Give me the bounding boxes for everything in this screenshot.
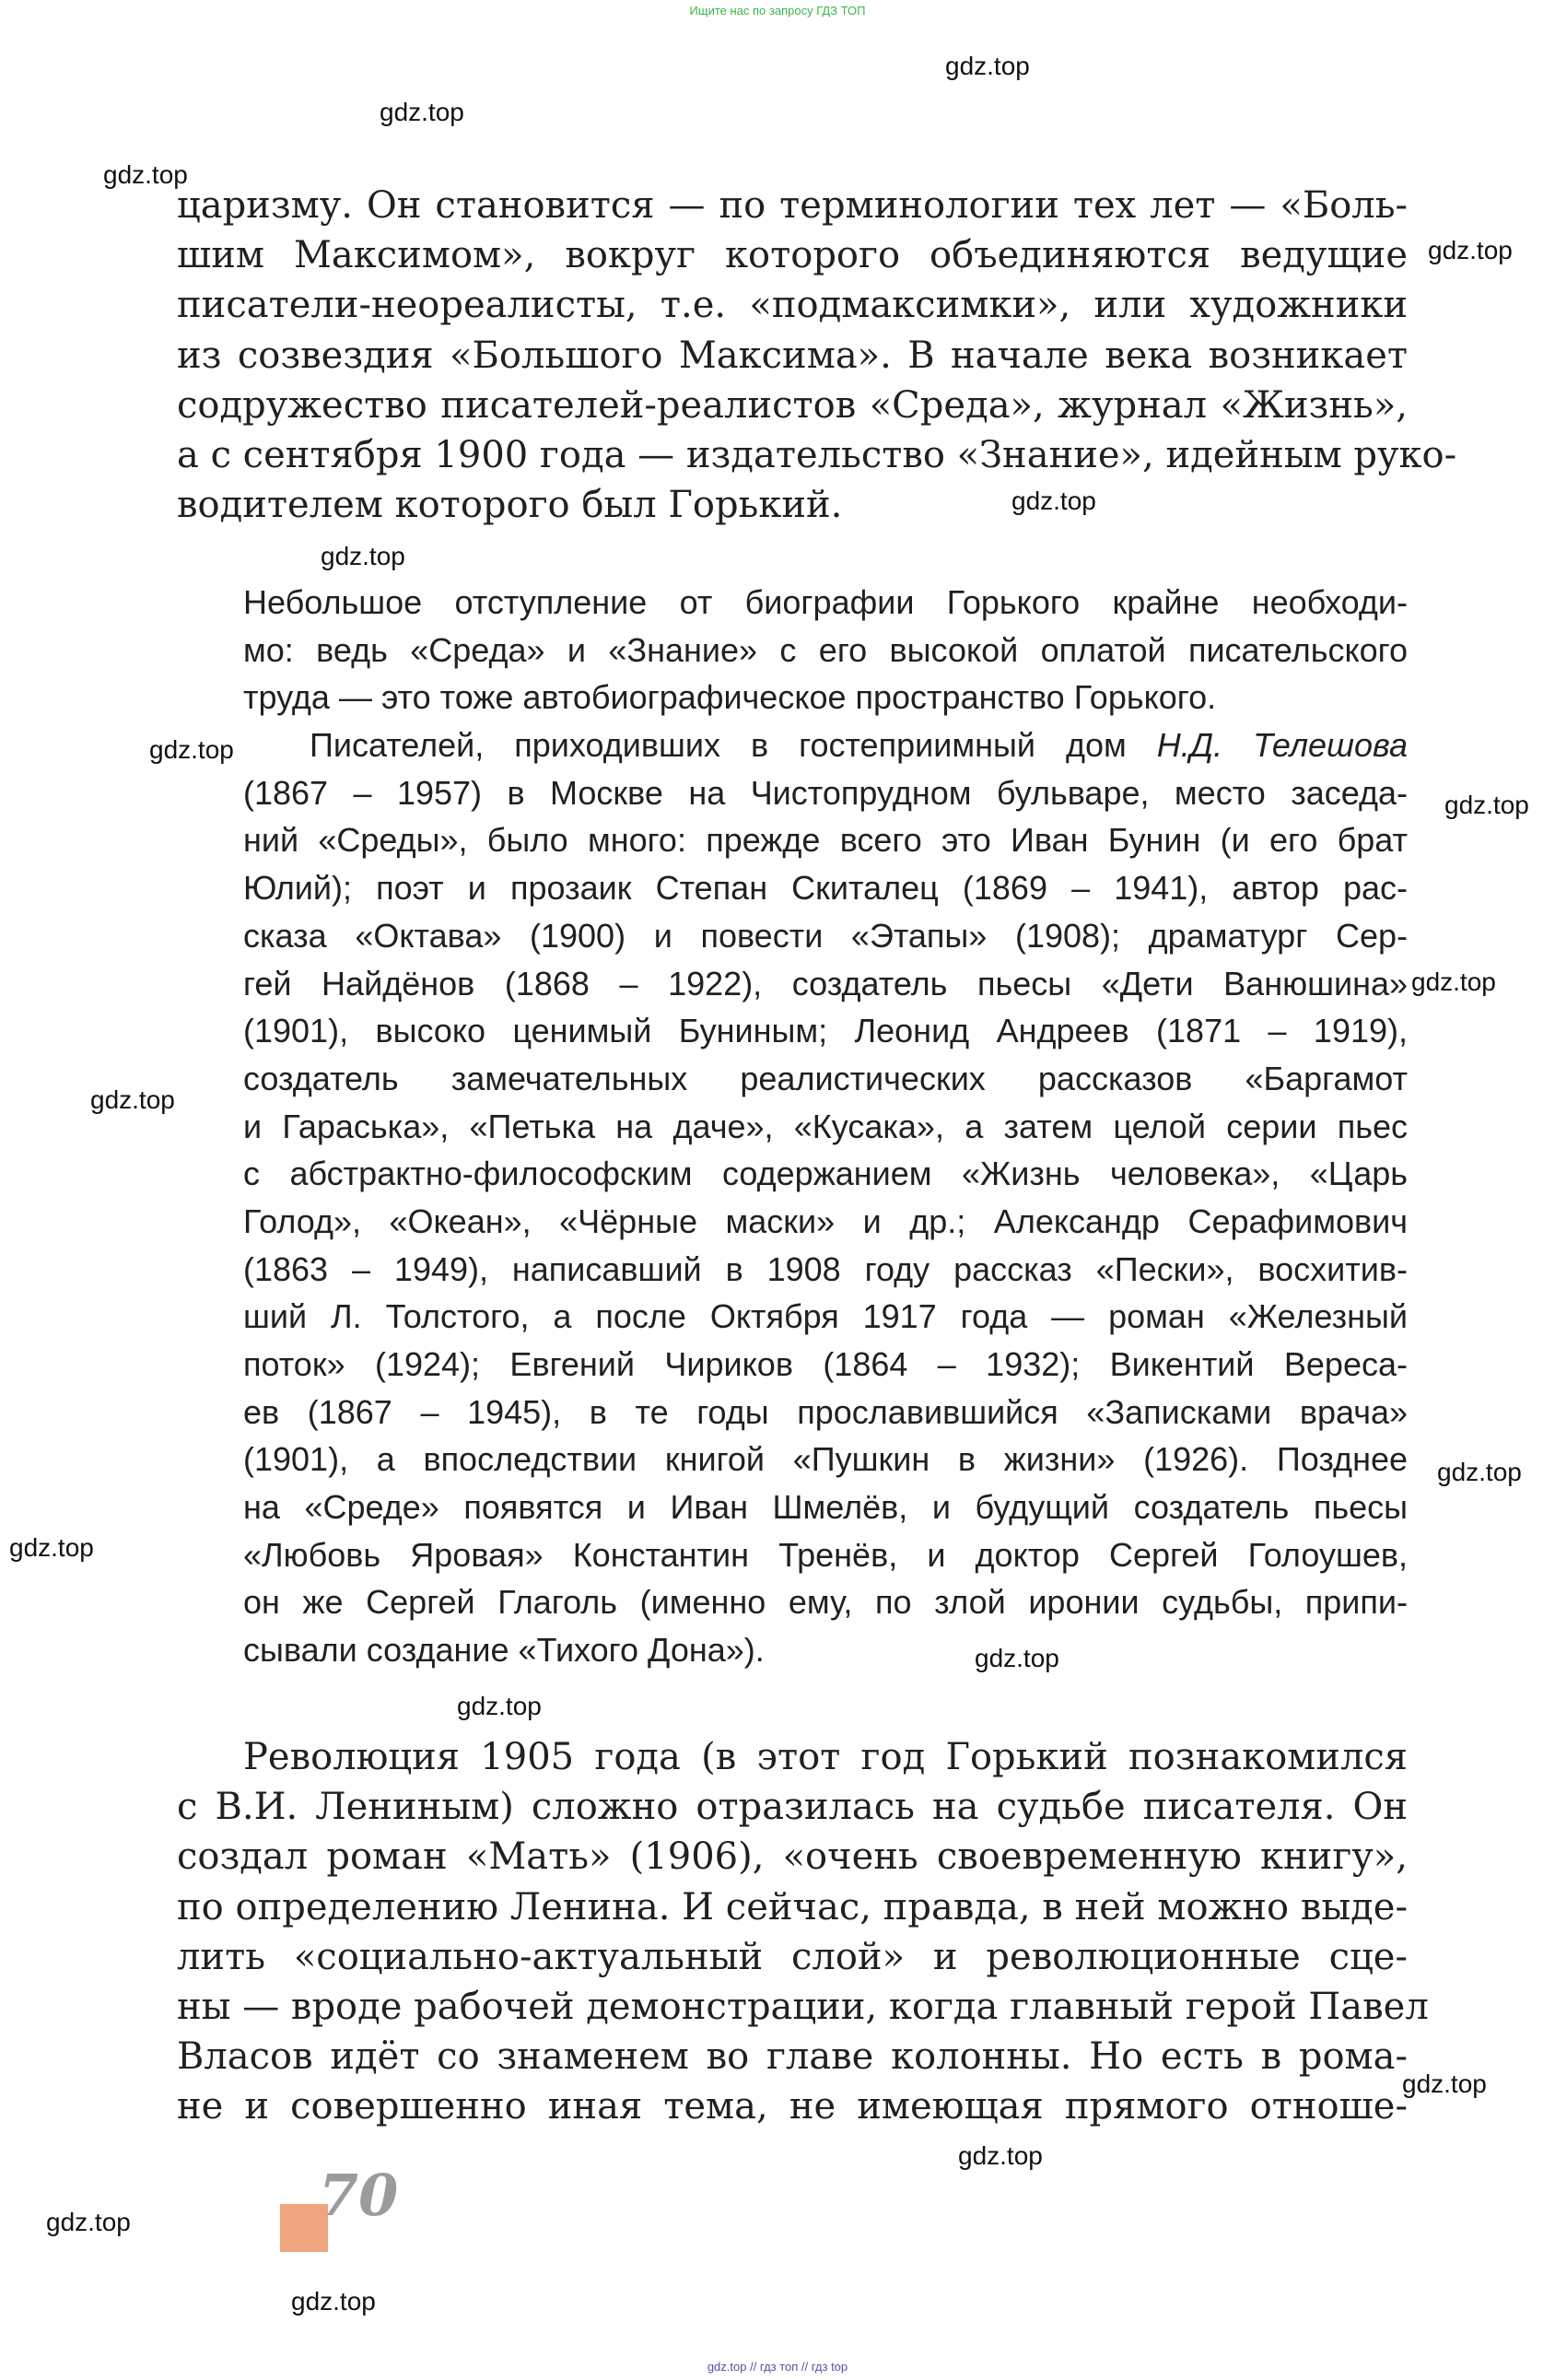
text-line: водителем которого был Горький.	[177, 484, 843, 527]
text-line: Власов идёт со знаменем во главе колонны. Но есть в рома-	[177, 2035, 1408, 2079]
text-line: поток» (1924); Евгений Чириков (1864 – 1932); Викентий Вереса-	[243, 1345, 1408, 1383]
search-hint-link[interactable]: Ищите нас по запросу ГДЗ ТОП	[689, 4, 866, 18]
watermark: gdz.top	[149, 735, 234, 764]
text-line: сказа «Октава» (1900) и повести «Этапы» (1908); драматург Сер-	[243, 916, 1408, 955]
text-line: ны — вроде рабочей демонстрации, когда главный герой Павел	[177, 1985, 1429, 2028]
text-line: он же Сергей Глаголь (именно ему, по злой иронии судьбы, припи-	[243, 1583, 1408, 1622]
paragraph-1	[177, 181, 1457, 530]
text-line	[243, 721, 1408, 769]
text-line: «Любовь Яровая» Константин Тренёв, и доктор Сергей Голоушев,	[243, 1535, 1408, 1574]
text-line: (1863 – 1949), написавший в 1908 году рассказ «Пески», восхитив-	[243, 1249, 1408, 1288]
watermark: gdz.top	[945, 52, 1030, 80]
paragraph-2	[177, 1732, 1429, 2132]
watermark: gdz.top	[1428, 236, 1513, 264]
footer-links[interactable]: gdz.top // гдз топ // гдз top	[707, 2360, 848, 2374]
text-line: создатель замечательных реалистических рассказов «Баргамот	[243, 1059, 1408, 1097]
sidebar-digression	[243, 579, 1408, 1674]
watermark: gdz.top	[1444, 791, 1529, 819]
text-line: на «Среде» появятся и Иван Шмелёв, и будущий создатель пьесы	[243, 1488, 1408, 1527]
watermark: gdz.top	[380, 98, 464, 126]
text-line: Небольшое отступление от биографии Горького крайне необходи-	[243, 583, 1408, 621]
text-line: труда — это тоже автобиографическое пространство Горького.	[243, 678, 1217, 717]
text-run: Писателей, приходивших в гостеприимный дом	[310, 726, 1157, 765]
text-line: (1901), а впоследствии книгой «Пушкин в жизни» (1926). Позднее	[243, 1440, 1408, 1479]
text-line: создал роман «Мать» (1906), «очень своевременную книгу»,	[177, 1835, 1408, 1879]
text-line: сывали создание «Тихого Дона»).	[243, 1631, 765, 1670]
text-line: и Гараська», «Петька на даче», «Кусака», а затем целой серии пьес	[243, 1107, 1408, 1145]
watermark: gdz.top	[9, 1533, 94, 1562]
text-line: с В.И. Лениным) сложно отразилась на судьбе писателя. Он	[177, 1786, 1408, 1829]
text-line: из созвездия «Большого Максима». В начале века возникает	[177, 334, 1408, 377]
text-line: гей Найдёнов (1868 – 1922), создатель пьесы «Дети Ванюшина»	[243, 964, 1408, 1002]
watermark: gdz.top	[958, 2141, 1043, 2170]
watermark: gdz.top	[103, 160, 188, 189]
text-line: Голод», «Океан», «Чёрные маски» и др.; Александр Серафимович	[243, 1202, 1408, 1240]
watermark: gdz.top	[1437, 1458, 1522, 1486]
watermark: gdz.top	[321, 542, 405, 570]
text-line: по определению Ленина. И сейчас, правда, в ней можно выде-	[177, 1885, 1408, 1929]
text-line: (1901), высоко ценимый Буниным; Леонид Андреев (1871 – 1919),	[243, 1012, 1408, 1050]
page-number: 70	[319, 2162, 399, 2229]
text-line: лить «социально-актуальный слой» и революционные сце-	[177, 1935, 1408, 1978]
text-line: (1867 – 1957) в Москве на Чистопрудном бульваре, место заседа-	[243, 773, 1408, 812]
watermark: gdz.top	[291, 2287, 376, 2316]
text-line: ший Л. Толстого, а после Октября 1917 года — роман «Железный	[243, 1297, 1408, 1336]
watermark: gdz.top	[1011, 487, 1096, 515]
person-name: Н.Д. Телешова	[1156, 726, 1408, 765]
text-line: мо: ведь «Среда» и «Знание» с его высокой оплатой писательского	[243, 630, 1408, 669]
text-line: шим Максимом», вокруг которого объединяются ведущие	[177, 234, 1408, 277]
text-line: а с сентября 1900 года — издательство «Знание», идейным руко-	[177, 433, 1457, 476]
text-line: царизму. Он становится — по терминологии тех лет — «Боль-	[177, 184, 1408, 227]
text-line: ний «Среды», было много: прежде всего это Иван Бунин (и его брат	[243, 821, 1408, 860]
watermark: gdz.top	[457, 1692, 542, 1720]
text-line: Революция 1905 года (в этот год Горький познакомился	[243, 1736, 1408, 1778]
text-line: Юлий); поэт и прозаик Степан Скиталец (1869 – 1941), автор рас-	[243, 869, 1408, 908]
watermark: gdz.top	[975, 1644, 1059, 1672]
text-line: не и совершенно иная тема, не имеющая прямого отноше-	[177, 2085, 1408, 2128]
watermark: gdz.top	[90, 1085, 175, 1114]
text-line: содружество писателей-реалистов «Среда», журнал «Жизнь»,	[177, 383, 1408, 427]
watermark: gdz.top	[1411, 967, 1496, 996]
watermark: gdz.top	[1402, 2069, 1487, 2098]
text-line: с абстрактно-философским содержанием «Жизнь человека», «Царь	[243, 1155, 1408, 1193]
watermark: gdz.top	[46, 2208, 131, 2236]
text-line: писатели-неореалисты, т.е. «подмаксимки», или художники	[177, 284, 1408, 327]
text-line: ев (1867 – 1945), в те годы прославившийся «Записками врача»	[243, 1392, 1408, 1431]
